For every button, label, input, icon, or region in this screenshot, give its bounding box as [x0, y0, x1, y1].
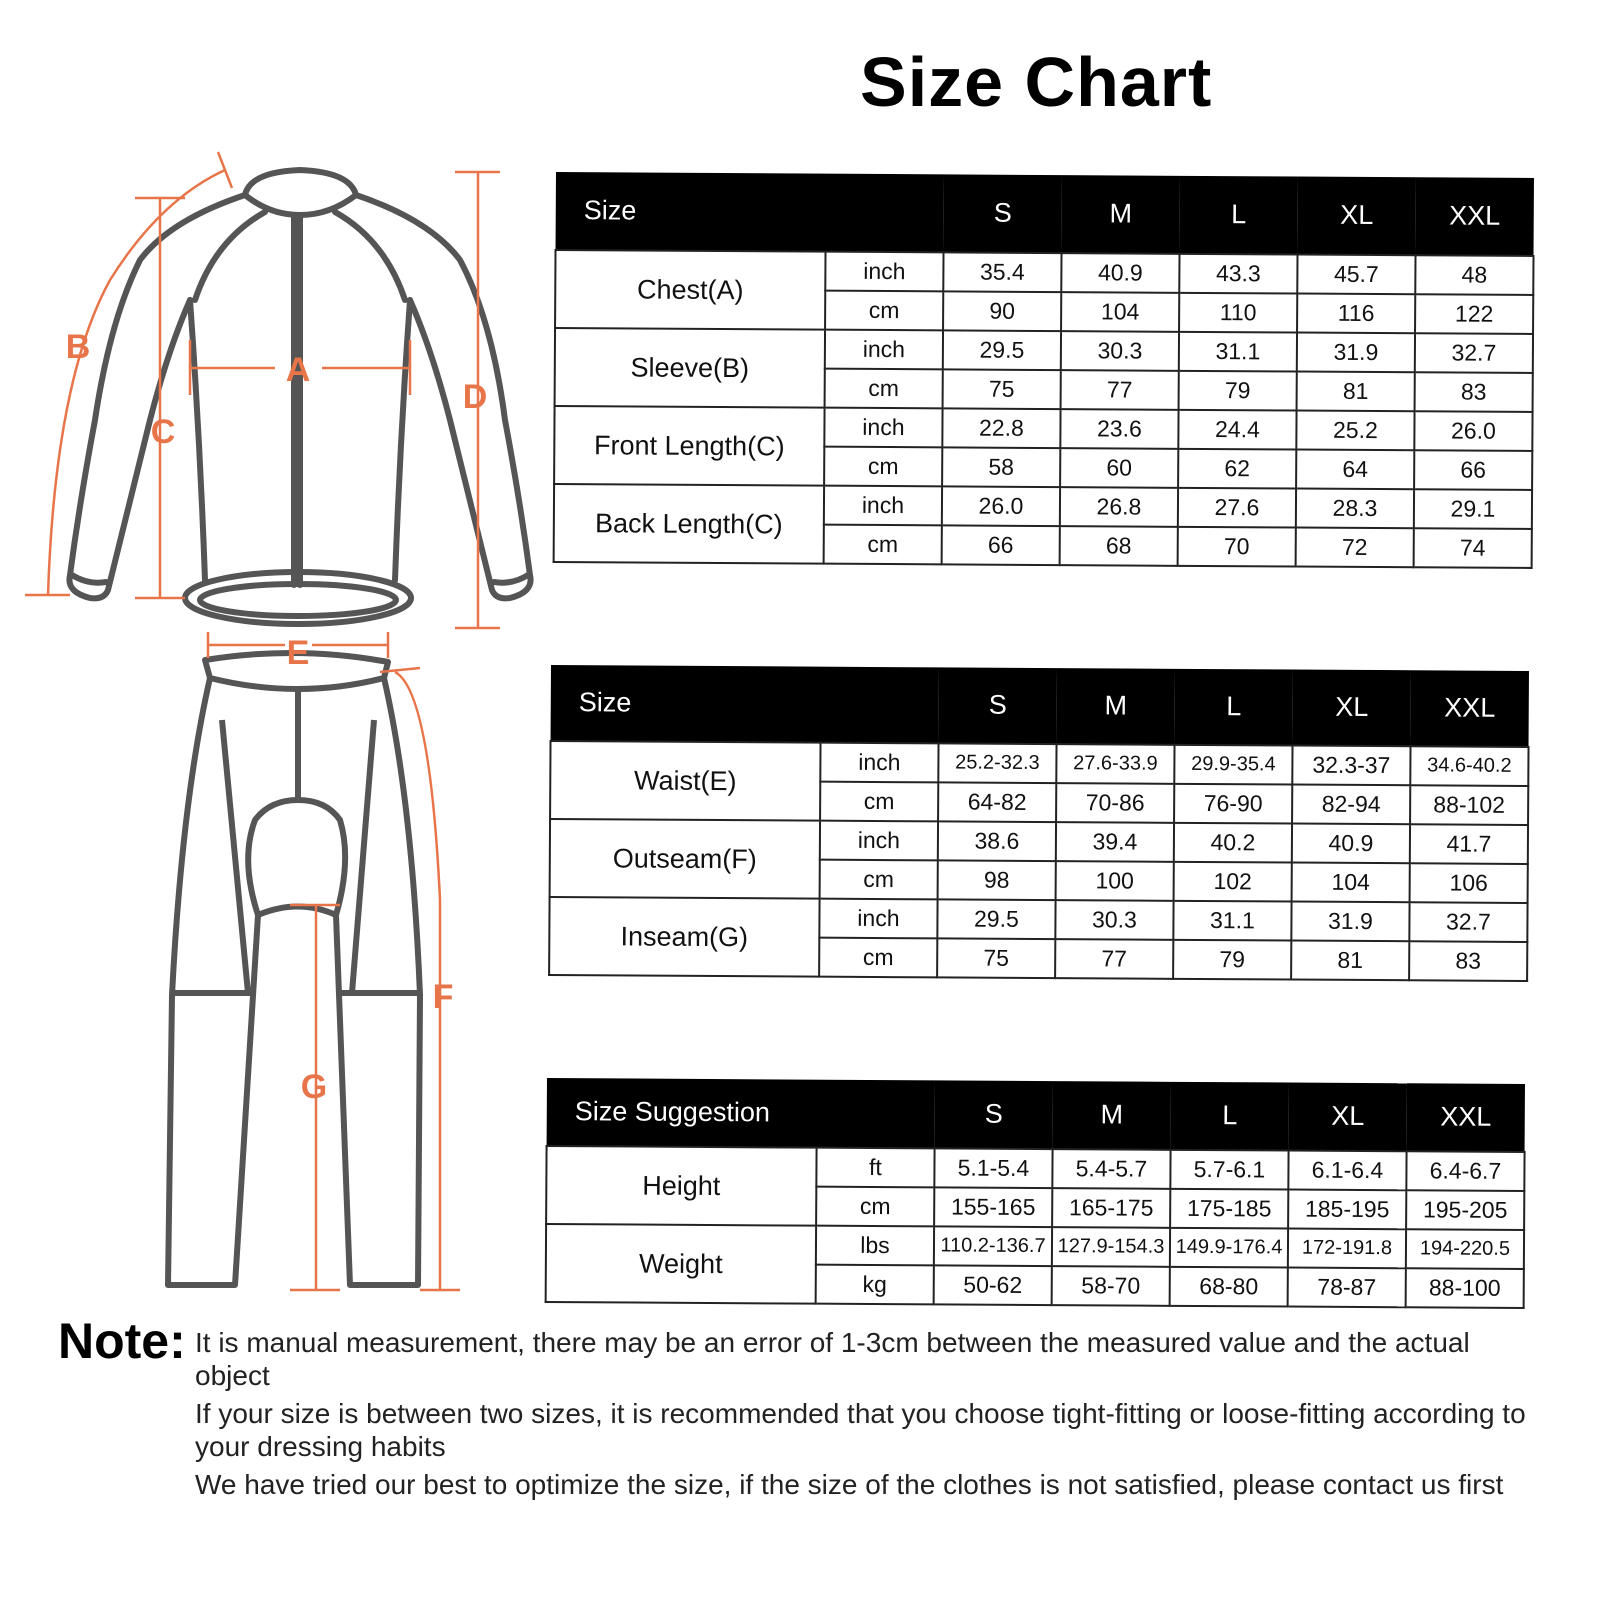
value-cell: 41.7: [1410, 824, 1528, 864]
value-cell: 27.6: [1178, 488, 1296, 528]
value-cell: 172-191.8: [1288, 1229, 1406, 1269]
value-cell: 122: [1415, 294, 1533, 334]
table-row: [555, 328, 1533, 373]
value-cell: 60: [1060, 448, 1178, 488]
value-cell: 26.0: [942, 486, 1060, 526]
value-cell: 45.7: [1297, 255, 1415, 295]
value-cell: 31.9: [1291, 902, 1409, 942]
value-cell: 40.2: [1174, 823, 1292, 863]
value-cell: 83: [1415, 372, 1533, 412]
size-header-s: S: [935, 1080, 1053, 1149]
value-cell: 82-94: [1292, 785, 1410, 825]
header-label: Size Suggestion: [547, 1078, 935, 1148]
table-header-row: [556, 172, 1534, 256]
value-cell: 35.4: [943, 252, 1061, 292]
value-cell: 110: [1179, 293, 1297, 333]
value-cell: 78-87: [1288, 1268, 1406, 1308]
unit-cell: inch: [819, 899, 937, 939]
table-row: [546, 1224, 1524, 1269]
table-row: [546, 1146, 1524, 1191]
value-cell: 70-86: [1056, 783, 1174, 823]
value-cell: 75: [937, 938, 1055, 978]
value-cell: 68: [1060, 526, 1178, 566]
label-d: D: [462, 378, 488, 416]
value-cell: 76-90: [1174, 784, 1292, 824]
value-cell: 66: [942, 525, 1060, 565]
value-cell: 75: [943, 369, 1061, 409]
value-cell: 25.2-32.3: [938, 743, 1056, 783]
value-cell: 29.1: [1414, 489, 1532, 529]
size-header-m: M: [1062, 175, 1180, 254]
value-cell: 50-62: [934, 1265, 1052, 1305]
table-header-row: [551, 665, 1529, 747]
unit-cell: cm: [820, 782, 938, 822]
unit-cell: cm: [820, 860, 938, 900]
value-cell: 77: [1061, 370, 1179, 410]
page-title: Size Chart: [860, 43, 1213, 121]
measurement-label: Front Length(C): [554, 406, 824, 486]
value-cell: 149.9-176.4: [1170, 1228, 1288, 1268]
value-cell: 48: [1415, 255, 1533, 295]
value-cell: 72: [1296, 528, 1414, 568]
value-cell: 104: [1292, 863, 1410, 903]
value-cell: 39.4: [1056, 822, 1174, 862]
unit-cell: ft: [816, 1148, 934, 1188]
value-cell: 64: [1296, 450, 1414, 490]
size-header-l: L: [1180, 176, 1298, 255]
value-cell: 62: [1178, 449, 1296, 489]
value-cell: 27.6-33.9: [1056, 744, 1174, 784]
value-cell: 29.5: [943, 330, 1061, 370]
measurement-label: Back Length(C): [554, 484, 824, 564]
note-label: Note:: [58, 1313, 186, 1369]
value-cell: 116: [1297, 294, 1415, 334]
value-cell: 79: [1173, 940, 1291, 980]
value-cell: 28.3: [1296, 489, 1414, 529]
value-cell: 81: [1297, 372, 1415, 412]
value-cell: 5.7-6.1: [1170, 1150, 1288, 1190]
value-cell: 165-175: [1052, 1188, 1170, 1228]
garment-diagram: [0, 0, 560, 1320]
unit-cell: cm: [824, 525, 942, 565]
note-line: It is manual measurement, there may be an error of 1-3cm between the measured value and the actual object: [195, 1327, 1470, 1391]
value-cell: 5.4-5.7: [1052, 1149, 1170, 1189]
value-cell: 104: [1061, 292, 1179, 332]
size-header-m: M: [1057, 668, 1175, 745]
table-row: [549, 897, 1527, 942]
value-cell: 106: [1410, 863, 1528, 903]
label-f: F: [432, 978, 454, 1016]
value-cell: 88-100: [1406, 1268, 1524, 1308]
measurement-label: Chest(A): [555, 250, 825, 330]
value-cell: 81: [1291, 941, 1409, 981]
unit-cell: cm: [816, 1187, 934, 1227]
measurement-labels: [66, 328, 488, 1106]
value-cell: 29.5: [937, 899, 1055, 939]
table-header-row: [547, 1078, 1525, 1152]
table-row: [554, 406, 1532, 451]
value-cell: 64-82: [938, 782, 1056, 822]
value-cell: 43.3: [1179, 254, 1297, 294]
measurement-label: Waist(E): [550, 741, 820, 821]
pants-outline: [168, 653, 420, 1285]
unit-cell: lbs: [816, 1226, 934, 1266]
label-b: B: [65, 328, 91, 366]
unit-cell: inch: [820, 821, 938, 861]
unit-cell: cm: [824, 447, 942, 487]
value-cell: 98: [938, 860, 1056, 900]
size-suggestion-table: [545, 1078, 1521, 1309]
size-header-l: L: [1171, 1082, 1289, 1151]
value-cell: 31.9: [1297, 333, 1415, 373]
value-cell: 88-102: [1410, 785, 1528, 825]
value-cell: 70: [1178, 527, 1296, 567]
value-cell: 66: [1414, 450, 1532, 490]
size-header-m: M: [1053, 1081, 1171, 1150]
value-cell: 25.2: [1296, 411, 1414, 451]
value-cell: 40.9: [1292, 824, 1410, 864]
table-row: [550, 819, 1528, 864]
size-header-s: S: [939, 667, 1057, 744]
note-line: If your size is between two sizes, it is recommended that you choose tight-fitting or loose-fitting according to your dressing habits: [195, 1398, 1526, 1462]
value-cell: 155-165: [934, 1187, 1052, 1227]
value-cell: 22.8: [942, 408, 1060, 448]
jersey-size-table: [553, 172, 1530, 569]
value-cell: 26.0: [1414, 411, 1532, 451]
value-cell: 31.1: [1179, 332, 1297, 372]
value-cell: 68-80: [1170, 1267, 1288, 1307]
value-cell: 185-195: [1288, 1190, 1406, 1230]
label-c: C: [150, 413, 176, 451]
value-cell: 110.2-136.7: [934, 1226, 1052, 1266]
size-header-s: S: [944, 174, 1062, 253]
size-header-l: L: [1175, 669, 1293, 746]
value-cell: 175-185: [1170, 1189, 1288, 1229]
unit-cell: cm: [819, 938, 937, 978]
unit-cell: inch: [824, 408, 942, 448]
label-g: G: [300, 1068, 328, 1106]
value-cell: 58: [942, 447, 1060, 487]
measurement-label: Inseam(G): [549, 897, 819, 977]
value-cell: 195-205: [1406, 1190, 1524, 1230]
value-cell: 38.6: [938, 821, 1056, 861]
value-cell: 74: [1414, 528, 1532, 568]
value-cell: 29.9-35.4: [1174, 745, 1292, 785]
value-cell: 32.7: [1409, 902, 1527, 942]
unit-cell: inch: [820, 743, 938, 783]
table-row: [555, 250, 1533, 295]
value-cell: 34.6-40.2: [1410, 746, 1528, 786]
value-cell: 32.7: [1415, 333, 1533, 373]
table-row: [550, 741, 1528, 786]
value-cell: 77: [1055, 939, 1173, 979]
value-cell: 30.3: [1055, 900, 1173, 940]
unit-cell: cm: [825, 291, 943, 331]
value-cell: 31.1: [1173, 901, 1291, 941]
value-cell: 24.4: [1178, 410, 1296, 450]
size-header-xl: XL: [1293, 670, 1411, 747]
value-cell: 100: [1056, 861, 1174, 901]
size-header-xxl: XXL: [1411, 670, 1529, 747]
label-a: A: [285, 351, 311, 389]
measurement-lines: [25, 152, 500, 1290]
table-row: [554, 484, 1532, 529]
value-cell: 102: [1174, 862, 1292, 902]
unit-cell: inch: [825, 330, 943, 370]
value-cell: 26.8: [1060, 487, 1178, 527]
header-label: Size: [556, 172, 944, 252]
value-cell: 79: [1179, 371, 1297, 411]
measurement-label: Weight: [546, 1224, 816, 1304]
value-cell: 194-220.5: [1406, 1229, 1524, 1269]
value-cell: 5.1-5.4: [934, 1148, 1052, 1188]
unit-cell: kg: [816, 1265, 934, 1305]
value-cell: 83: [1409, 941, 1527, 981]
value-cell: 23.6: [1060, 409, 1178, 449]
header-label: Size: [551, 665, 939, 743]
measurement-label: Sleeve(B): [555, 328, 825, 408]
note-lines: [195, 1326, 1535, 1506]
value-cell: 58-70: [1052, 1266, 1170, 1306]
unit-cell: cm: [825, 369, 943, 409]
unit-cell: inch: [825, 252, 943, 292]
measurement-label: Height: [546, 1146, 816, 1226]
value-cell: 30.3: [1061, 331, 1179, 371]
size-header-xl: XL: [1289, 1083, 1407, 1152]
value-cell: 127.9-154.3: [1052, 1227, 1170, 1267]
size-header-xxl: XXL: [1407, 1083, 1525, 1152]
value-cell: 40.9: [1061, 253, 1179, 293]
pants-size-table: [548, 665, 1525, 982]
measurement-label: Outseam(F): [550, 819, 820, 899]
value-cell: 6.1-6.4: [1288, 1151, 1406, 1191]
label-e: E: [286, 634, 310, 672]
unit-cell: inch: [824, 486, 942, 526]
note-line: We have tried our best to optimize the size, if the size of the clothes is not satisfied, please contact us first: [195, 1469, 1504, 1500]
value-cell: 32.3-37: [1292, 746, 1410, 786]
value-cell: 90: [943, 291, 1061, 331]
value-cell: 6.4-6.7: [1406, 1151, 1524, 1191]
size-header-xl: XL: [1298, 177, 1416, 256]
size-header-xxl: XXL: [1416, 177, 1534, 256]
